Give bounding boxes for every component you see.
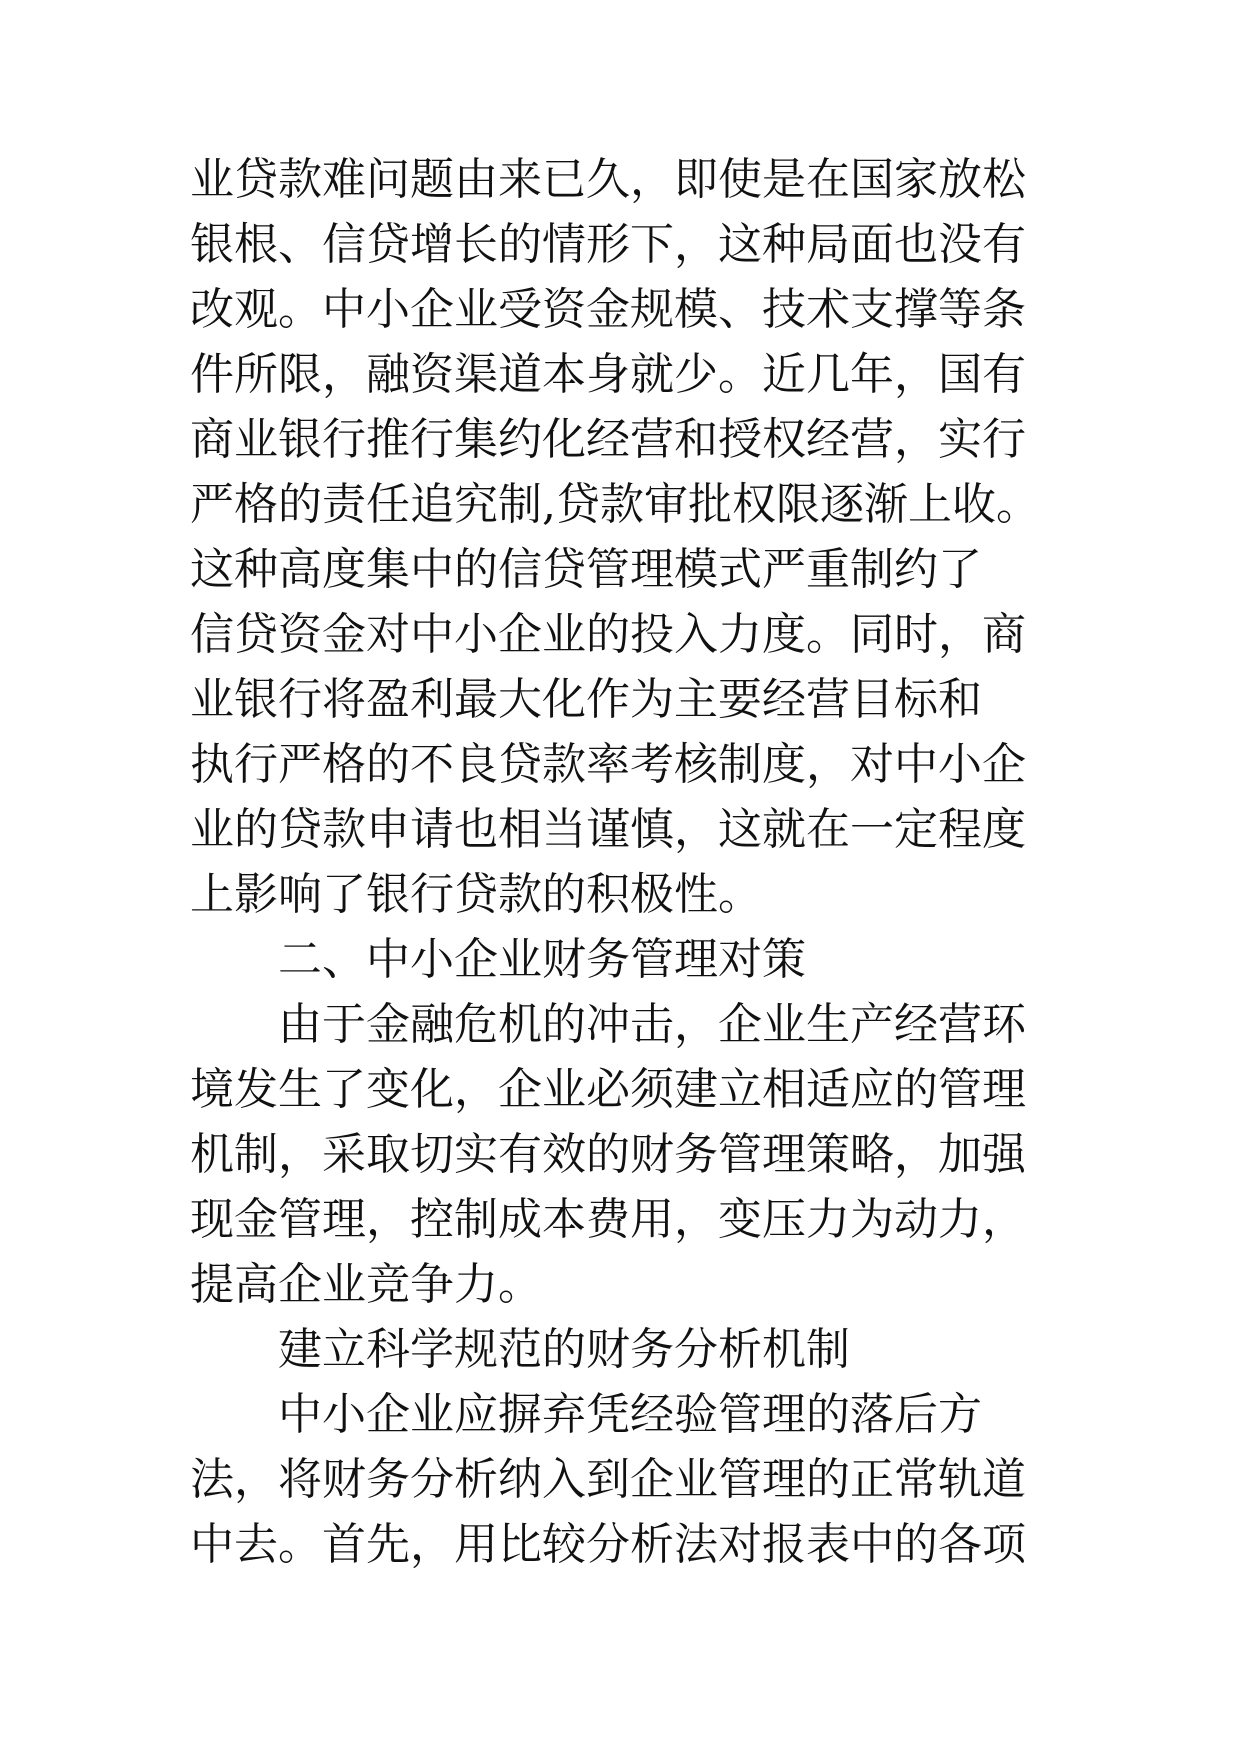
text-line: 现金管理，控制成本费用，变压力为动力， <box>190 1194 1026 1245</box>
text-line: 机制，采取切实有效的财务管理策略，加强 <box>190 1129 1026 1180</box>
text-line: 业银行将盈利最大化作为主要经营目标和 <box>190 674 982 725</box>
text-line: 业的贷款申请也相当谨慎，这就在一定程度 <box>190 804 1026 855</box>
text-line: 提高企业竞争力。 <box>190 1259 542 1310</box>
text-line: 改观。中小企业受资金规模、技术支撑等条 <box>190 284 1026 335</box>
text-line: 由于金融危机的冲击，企业生产经营环 <box>278 999 1026 1050</box>
text-line: 上影响了银行贷款的积极性。 <box>190 869 762 920</box>
text-line: 中去。首先，用比较分析法对报表中的各项 <box>190 1519 1026 1570</box>
text-line: 执行严格的不良贷款率考核制度，对中小企 <box>190 739 1026 790</box>
text-line: 商业银行推行集约化经营和授权经营，实行 <box>190 414 1026 465</box>
text-line: 信贷资金对中小企业的投入力度。同时，商 <box>190 609 1026 660</box>
text-line: 业贷款难问题由来已久，即使是在国家放松 <box>190 154 1026 205</box>
text-line: 法，将财务分析纳入到企业管理的正常轨道 <box>190 1454 1026 1505</box>
text-line: 境发生了变化，企业必须建立相适应的管理 <box>190 1064 1026 1115</box>
text-line: 银根、信贷增长的情形下，这种局面也没有 <box>190 219 1026 270</box>
text-line: 严格的责任追究制,贷款审批权限逐渐上收。 <box>190 479 1040 530</box>
text-line: 件所限，融资渠道本身就少。近几年，国有 <box>190 349 1026 400</box>
section-heading: 二、中小企业财务管理对策 <box>278 934 806 985</box>
subsection-heading: 建立科学规范的财务分析机制 <box>278 1324 850 1375</box>
text-line: 这种高度集中的信贷管理模式严重制约了 <box>190 544 982 595</box>
text-line: 中小企业应摒弃凭经验管理的落后方 <box>278 1389 982 1440</box>
